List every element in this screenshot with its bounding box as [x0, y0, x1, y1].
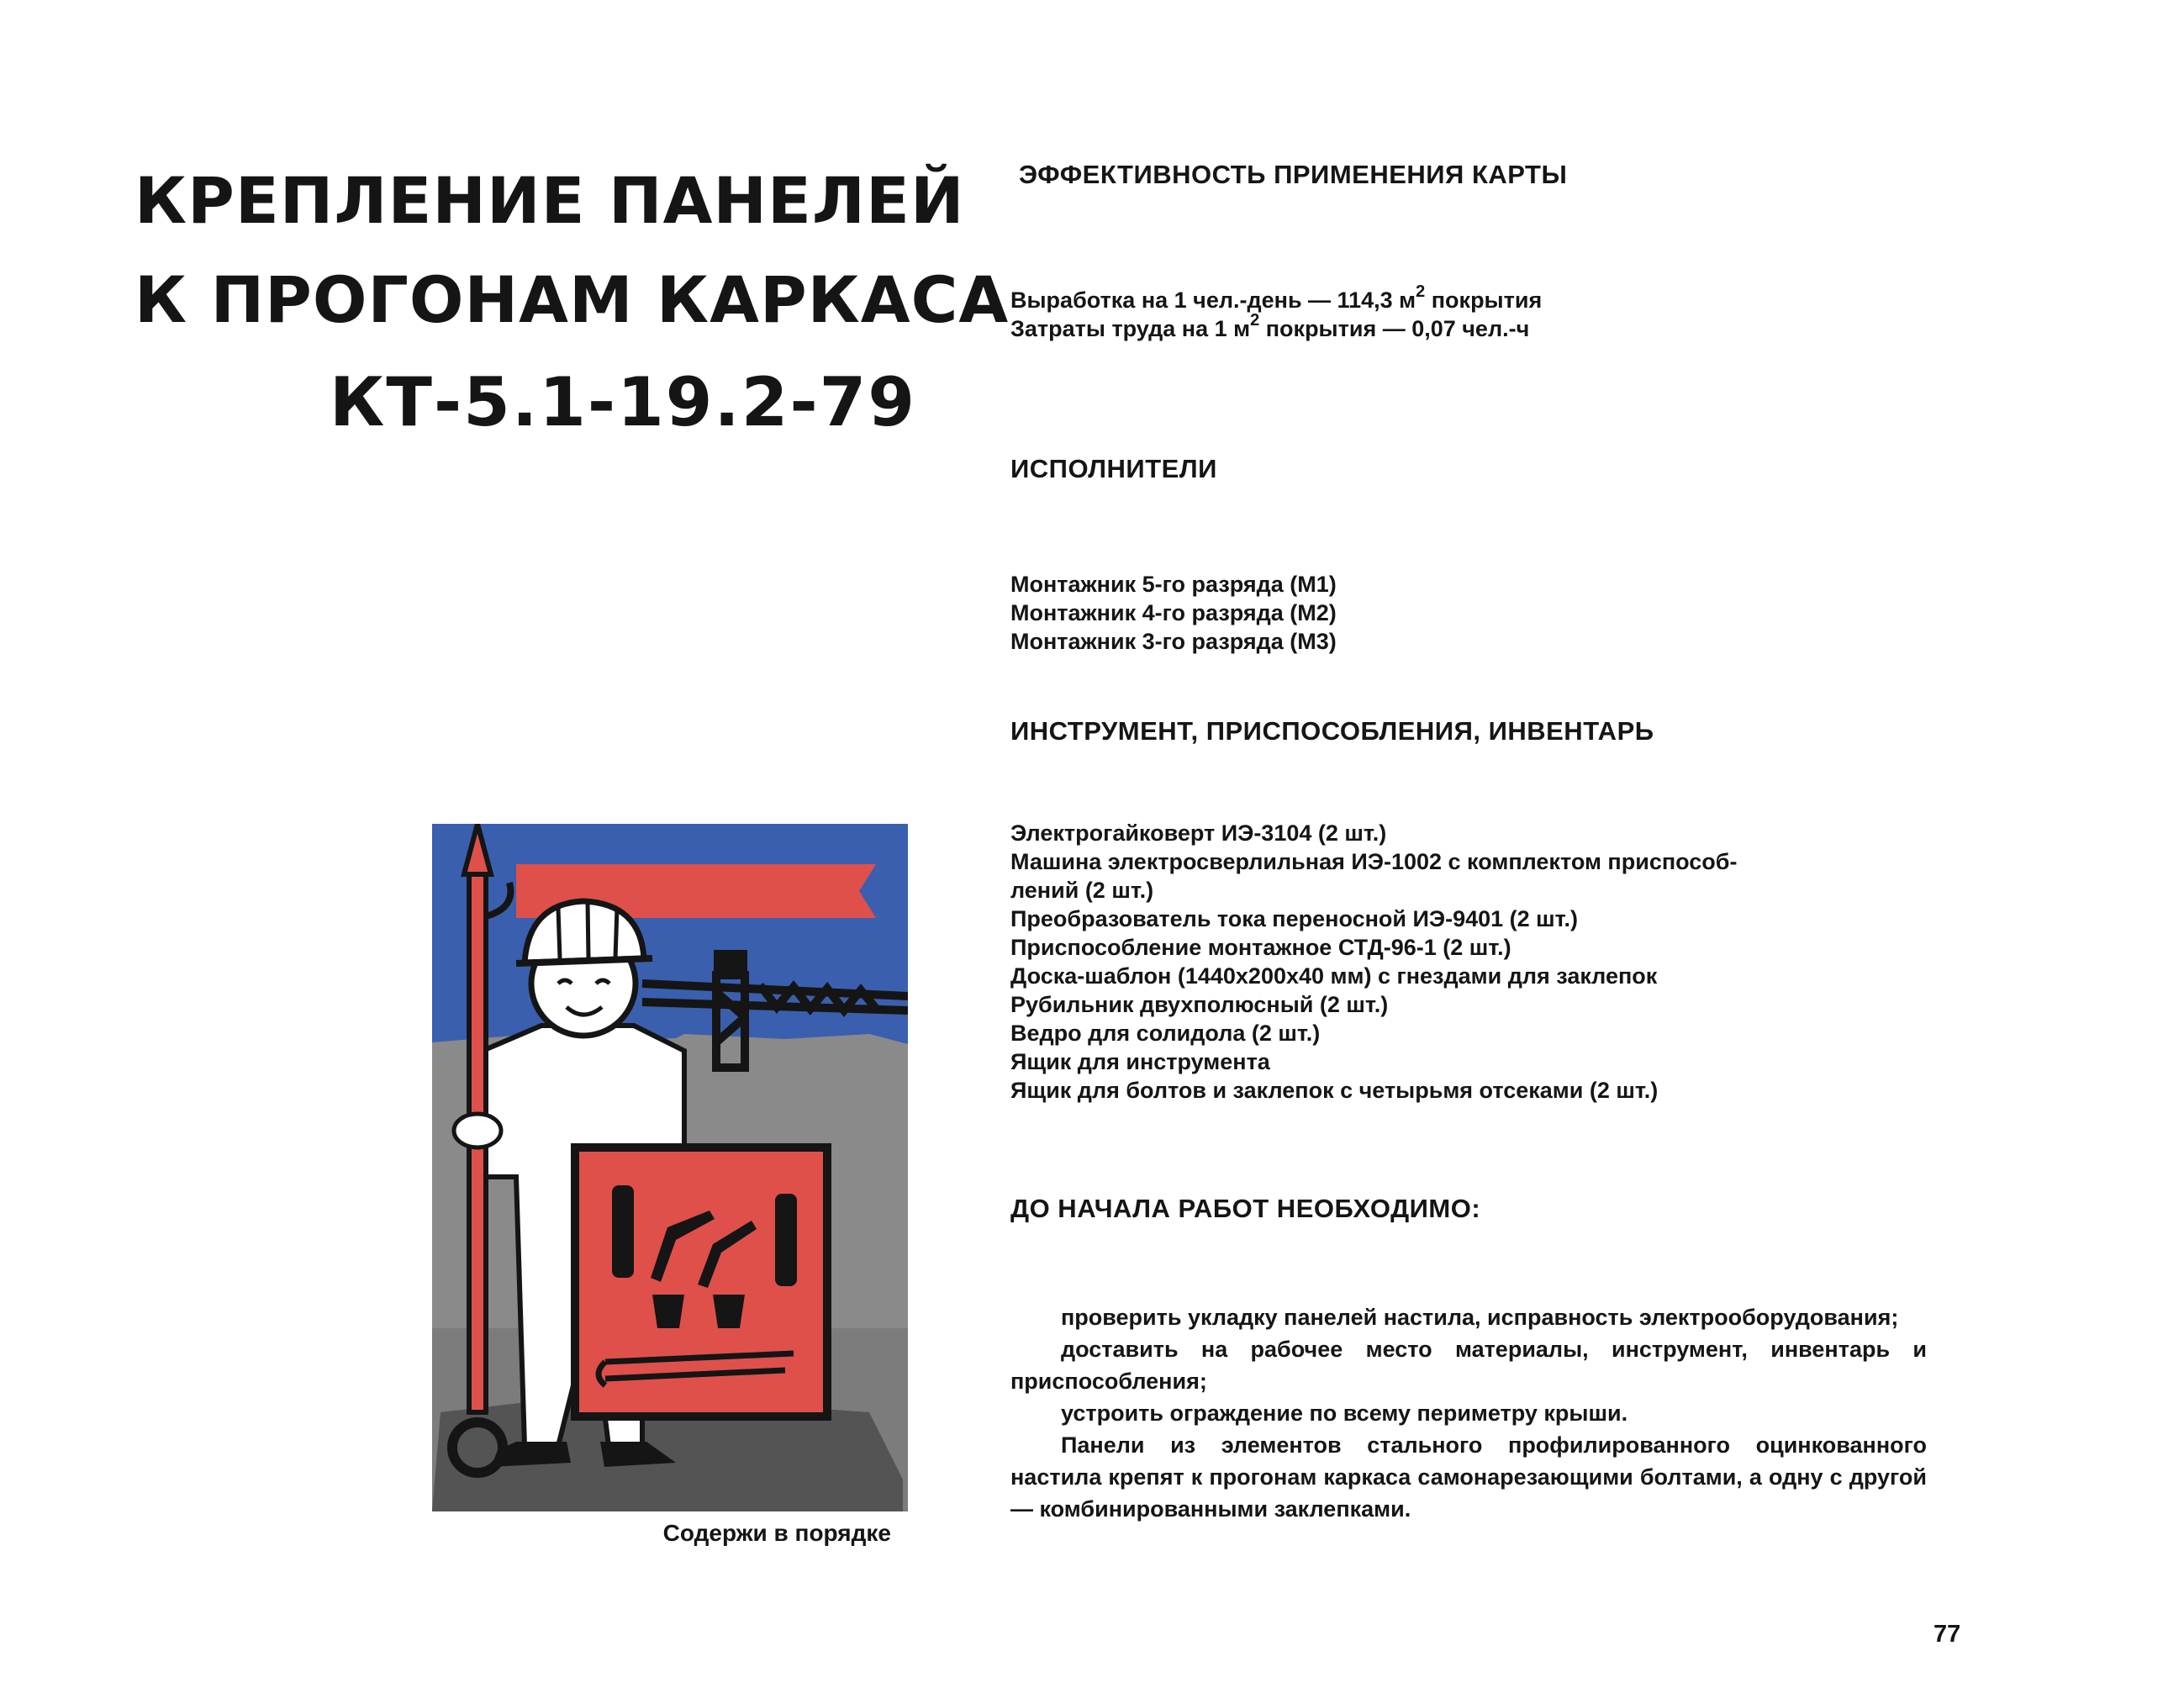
tool-item: Электрогайковерт ИЭ-3104 (2 шт.)	[1010, 820, 1387, 846]
tool-item: лений (2 шт.)	[1010, 878, 1154, 903]
before-work-paragraph: Панели из элементов стального профилированного оцинкованного настила крепят к прогонам каркаса самонарезающими болтами, а одну с другой — комбинированными заклепками.	[1010, 1432, 1927, 1522]
performer-item: Монтажник 5-го разряда (М1)	[1010, 572, 1337, 597]
tool-item: Ящик для инструмента	[1010, 1049, 1270, 1074]
worker-poster-illustration	[432, 824, 908, 1511]
before-work-paragraph: устроить ограждение по всему периметру крыши.	[1061, 1401, 1628, 1426]
before-work-paragraph: доставить на рабочее место материалы, инструмент, инвентарь и приспособления;	[1010, 1337, 1927, 1394]
efficiency-lines	[1010, 282, 1543, 343]
page-number: 77	[1933, 1621, 1961, 1648]
title-block	[135, 151, 1010, 452]
before-work-heading: ДО НАЧАЛА РАБОТ НЕОБХОДИМО:	[1010, 1194, 1481, 1223]
tool-item: Машина электросверлильная ИЭ-1002 с комплектом приспособ-	[1010, 849, 1738, 874]
tool-item: Приспособление монтажное СТД-96-1 (2 шт.)	[1010, 935, 1511, 960]
tool-item: Ведро для солидола (2 шт.)	[1010, 1021, 1321, 1046]
performer-item: Монтажник 3-го разряда (М3)	[1010, 629, 1337, 654]
efficiency-heading: ЭФФЕКТИВНОСТЬ ПРИМЕНЕНИЯ КАРТЫ	[1019, 160, 1568, 189]
before-work-paragraph: проверить укладку панелей настила, исправность электрооборудования;	[1061, 1305, 1899, 1330]
tool-item: Доска-шаблон (1440х200х40 мм) с гнездами для заклепок	[1010, 963, 1658, 989]
tool-item: Ящик для болтов и заклепок с четырьмя отсеками (2 шт.)	[1010, 1078, 1659, 1103]
efficiency-output-line: Выработка на 1 чел.-день — 114,3 $м^2$ покрытия	[1010, 282, 1543, 313]
tool-item: Преобразователь тока переносной ИЭ-9401 (2 шт.)	[1010, 906, 1579, 931]
performers-heading: ИСПОЛНИТЕЛИ	[1010, 454, 1217, 483]
tool-item: Рубильник двухполюсный (2 шт.)	[1010, 992, 1389, 1017]
title-line-2: К ПРОГОНАМ КАРКАСА	[135, 262, 1010, 337]
before-work-text	[1010, 1301, 1927, 1525]
title-line-1: КРЕПЛЕНИЕ ПАНЕЛЕЙ	[135, 163, 965, 238]
tools-list	[1010, 819, 1737, 1105]
tools-heading: ИНСТРУМЕНТ, ПРИСПОСОБЛЕНИЯ, ИНВЕНТАРЬ	[1010, 716, 1654, 746]
performers-list	[1010, 570, 1337, 656]
document-code: КТ-5.1-19.2-79	[330, 363, 916, 441]
performer-item: Монтажник 4-го разряда (М2)	[1010, 600, 1337, 625]
efficiency-labor-line: Затраты труда на 1 $м^2$ покрытия — 0,07 чел.-ч	[1010, 311, 1530, 341]
illustration-caption: Содержи в порядке	[662, 1520, 891, 1546]
